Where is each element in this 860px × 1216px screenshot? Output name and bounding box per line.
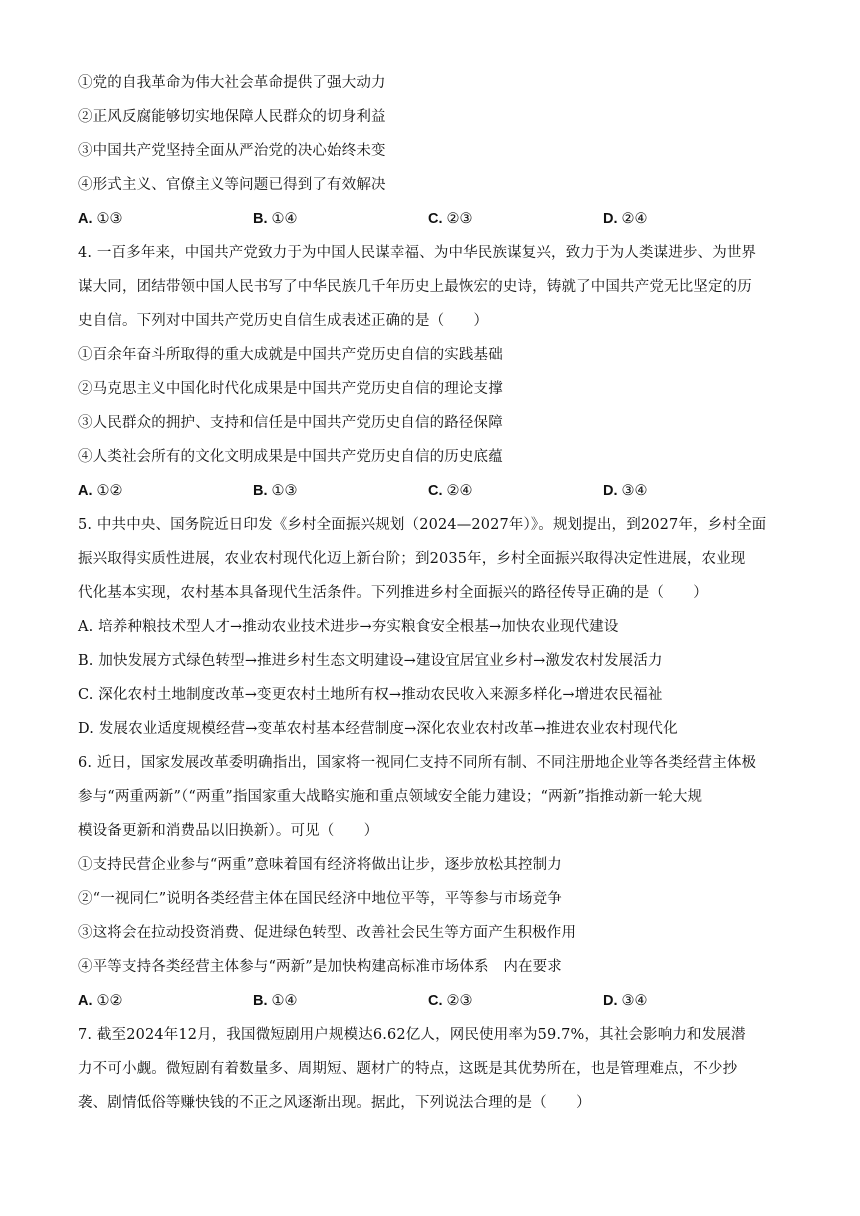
option-d: D. ②④ xyxy=(603,211,648,227)
option-b: B. ①④ xyxy=(253,211,298,227)
question-5 xyxy=(78,508,788,746)
question-stem-line: 史自信。下列对中国共产党历史自信生成表述正确的是（ ） xyxy=(78,313,489,329)
option-b: B. ①③ xyxy=(253,483,298,499)
option-a: A. ①② xyxy=(78,993,123,1009)
question-3-options xyxy=(78,202,788,236)
question-stem-line: 代化基本实现，农村基本具备现代生活条件。下列推进乡村全面振兴的路径传导正确的是（ ） xyxy=(78,585,708,601)
question-stem-line: 袭、剧情低俗等赚快钱的不正之风逐渐出现。据此，下列说法合理的是（ ） xyxy=(78,1095,591,1111)
choice-c: C. 深化农村土地制度改革→变更农村土地所有权→推动农民收入来源多样化→增进农民福祉 xyxy=(78,687,663,703)
statement-3: ③中国共产党坚持全面从严治党的决心始终未变 xyxy=(78,143,386,159)
question-stem-line: 模设备更新和消费品以旧换新）。可见（ ） xyxy=(78,823,379,839)
statement-2: ②“一视同仁”说明各类经营主体在国民经济中地位平等，平等参与市场竞争 xyxy=(78,891,562,907)
choice-d: D. 发展农业适度规模经营→变革农村基本经营制度→深化农业农村改革→推进农业农村现代化 xyxy=(78,721,678,737)
option-b: B. ①④ xyxy=(253,993,298,1009)
question-6 xyxy=(78,746,788,1018)
choice-a: A. 培养种粮技术型人才→推动农业技术进步→夯实粮食安全根基→加快农业现代建设 xyxy=(78,619,619,635)
question-3-statements xyxy=(78,66,788,202)
statement-3: ③这将会在拉动投资消费、促进绿色转型、改善社会民生等方面产生积极作用 xyxy=(78,925,577,941)
question-stem-line: 7. 截至2024年12月，我国微短剧用户规模达6.62亿人，网民使用率为59.7%，其社会影响力和发展潜 xyxy=(78,1027,746,1043)
statement-2: ②正风反腐能够切实地保障人民群众的切身利益 xyxy=(78,109,386,125)
statement-2: ②马克思主义中国化时代化成果是中国共产党历史自信的理论支撑 xyxy=(78,381,503,397)
question-4-options xyxy=(78,474,788,508)
question-stem-line: 6. 近日，国家发展改革委明确指出，国家将一视同仁支持不同所有制、不同注册地企业等各类经营主体极 xyxy=(78,755,757,771)
option-c: C. ②④ xyxy=(428,483,473,499)
statement-4: ④平等支持各类经营主体参与“两新”是加快构建高标准市场体系 内在要求 xyxy=(78,959,562,975)
option-d: D. ③④ xyxy=(603,483,648,499)
question-stem-line: 参与“两重两新”（“两重”指国家重大战略实施和重点领域安全能力建设；“两新”指推动新一轮大规 xyxy=(78,789,703,805)
statement-1: ①党的自我革命为伟大社会革命提供了强大动力 xyxy=(78,75,386,91)
statement-4: ④人类社会所有的文化文明成果是中国共产党历史自信的历史底蕴 xyxy=(78,449,503,465)
option-d: D. ③④ xyxy=(603,993,648,1009)
question-stem-line: 振兴取得实质性进展，农业农村现代化迈上新台阶；到2035年，乡村全面振兴取得决定性进展，农业现 xyxy=(78,551,746,567)
exam-page xyxy=(78,66,788,1120)
statement-4: ④形式主义、官僚主义等问题已得到了有效解决 xyxy=(78,177,386,193)
statement-1: ①百余年奋斗所取得的重大成就是中国共产党历史自信的实践基础 xyxy=(78,347,503,363)
option-a: A. ①② xyxy=(78,483,123,499)
statement-1: ①支持民营企业参与“两重”意味着国有经济将做出让步，逐步放松其控制力 xyxy=(78,857,562,873)
option-c: C. ②③ xyxy=(428,211,473,227)
statement-3: ③人民群众的拥护、支持和信任是中国共产党历史自信的路径保障 xyxy=(78,415,503,431)
question-stem-line: 谋大同，团结带领中国人民书写了中华民族几千年历史上最恢宏的史诗，铸就了中国共产党无比坚定的历 xyxy=(78,279,752,295)
choice-b: B. 加快发展方式绿色转型→推进乡村生态文明建设→建设宜居宜业乡村→激发农村发展活力 xyxy=(78,653,663,669)
question-stem-line: 5. 中共中央、国务院近日印发《乡村全面振兴规划（2024—2027年）》。规划提出，到2027年，乡村全面 xyxy=(78,517,767,533)
question-7 xyxy=(78,1018,788,1120)
question-6-options xyxy=(78,984,788,1018)
question-stem-line: 力不可小觑。微短剧有着数量多、周期短、题材广的特点，这既是其优势所在，也是管理难点，不少抄 xyxy=(78,1061,738,1077)
question-stem-line: 4. 一百多年来，中国共产党致力于为中国人民谋幸福、为中华民族谋复兴，致力于为人类谋进步、为世界 xyxy=(78,245,757,261)
question-4 xyxy=(78,236,788,508)
option-a: A. ①③ xyxy=(78,211,123,227)
option-c: C. ②③ xyxy=(428,993,473,1009)
